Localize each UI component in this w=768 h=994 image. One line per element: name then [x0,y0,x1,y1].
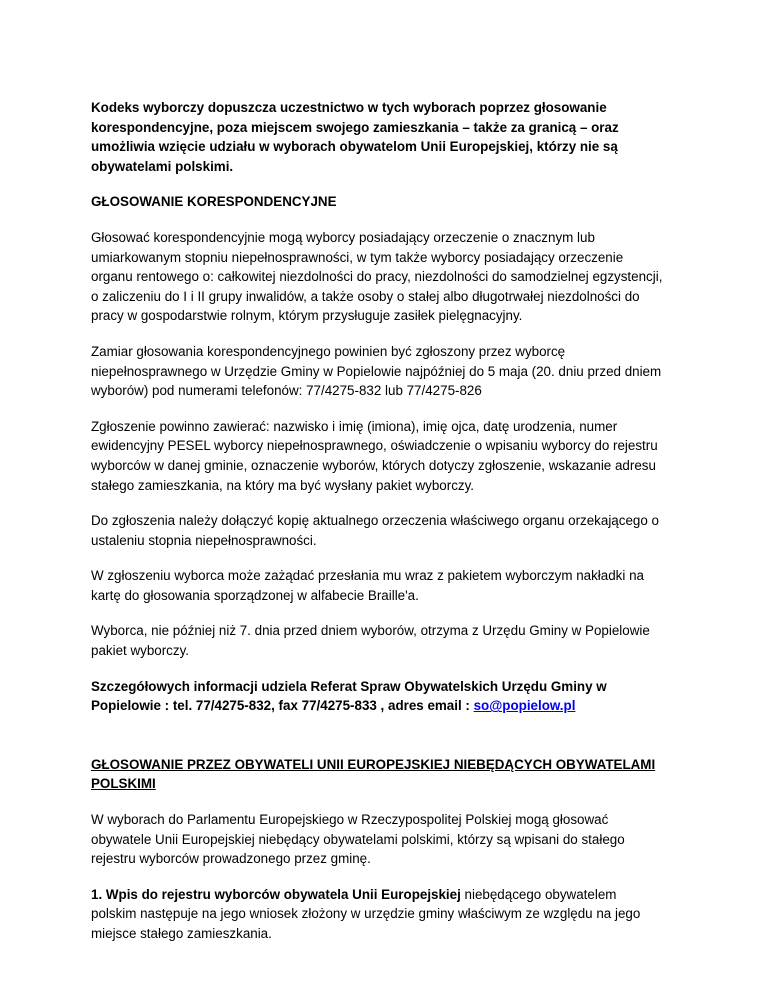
contact-paragraph [91,677,664,716]
paragraph-package: Wyborca, nie później niż 7. dnia przed dniem wyborów, otrzyma z Urzędu Gminy w Popielowie pakiet wyborczy. [91,623,650,659]
registration-rest: niebędącego obywatelem polskim następuje na jego wniosek złożony w urzędzie gminy właściwym ze względu na jego miejsce stałego zamieszkania. [91,886,641,941]
registration-lead: 1. Wpis do rejestru wyborców obywatela Unii Europejskiej [91,886,461,902]
email-link[interactable]: so@popielow.pl [473,698,576,714]
section-heading-eu-citizens: GŁOSOWANIE PRZEZ OBYWATELI UNII EUROPEJSKIEJ NIEBĘDĄCYCH OBYWATELAMI POLSKIMI [91,756,656,792]
paragraph-contents: Zgłoszenie powinno zawierać: nazwisko i imię (imiona), imię ojca, datę urodzenia, numer ewidencyjny PESEL wyborcy niepełnosprawnego, oświadczenie o wpisaniu wyborcy do rejestru wyborców w danej gminie, oznaczenie wyborów, których dotyczy zgłoszenie, wskazanie adresu stałego zamieszkania, na który ma być wysłany pakiet wyborczy. [91,418,658,493]
paragraph-braille: W zgłoszeniu wyborca może zażądać przesłania mu wraz z pakietem wyborczym nakładki na kartę do głosowania sporządzonej w alfabecie Braille'a. [91,568,644,603]
paragraph-attachment: Do zgłoszenia należy dołączyć kopię aktualnego orzeczenia właściwego organu orzekającego o ustaleniu stopnia niepełnosprawności. [91,513,659,548]
paragraph-eligibility: Głosować korespondencyjnie mogą wyborcy posiadający orzeczenie o znacznym lub umiarkowanym stopniu niepełnosprawności, w tym także wyborcy posiadający orzeczenie organu rentowego o: całkowitej niezdolności do pracy, niezdolności do samodzielnej egzystencji, o zaliczeniu do I i II grupy inwalidów, a także osoby o stałej albo długotrwałej niezdolności do pracy w gospodarstwie rolnym, którym przysługuje zasiłek pielęgnacyjny. [91,229,663,324]
paragraph-eu-voting: W wyborach do Parlamentu Europejskiego w Rzeczypospolitej Polskiej mogą głosować obywatele Unii Europejskiej niebędący obywatelami polskimi, którzy są wpisani do stałego rejestru wyborców prowadzonego przez gminę. [91,812,625,867]
paragraph-notification: Zamiar głosowania korespondencyjnego powinien być zgłoszony przez wyborcę niepełnosprawnego w Urzędzie Gminy w Popielowie najpóźniej do 5 maja (20. dniu przed dniem wyborów) pod numerami telefonów: 77/4275-832 lub 77/4275-826 [91,343,662,399]
paragraph-registration [91,885,664,944]
intro-paragraph: Kodeks wyborczy dopuszcza uczestnictwo w tych wyborach poprzez głosowanie korespondencyjne, poza miejscem swojego zamieszkania – także za granicą – oraz umożliwia wzięcie udziału w wyborach obywatelom Unii Europejskiej, którzy nie są obywatelami polskimi. [91,100,619,174]
contact-text: Szczegółowych informacji udziela Referat Spraw Obywatelskich Urzędu Gminy w Popielowie : tel. 77/4275-832, fax 77/4275-833 , adres email : [91,678,607,714]
section-heading-correspondence: GŁOSOWANIE KORESPONDENCYJNE [91,194,337,210]
